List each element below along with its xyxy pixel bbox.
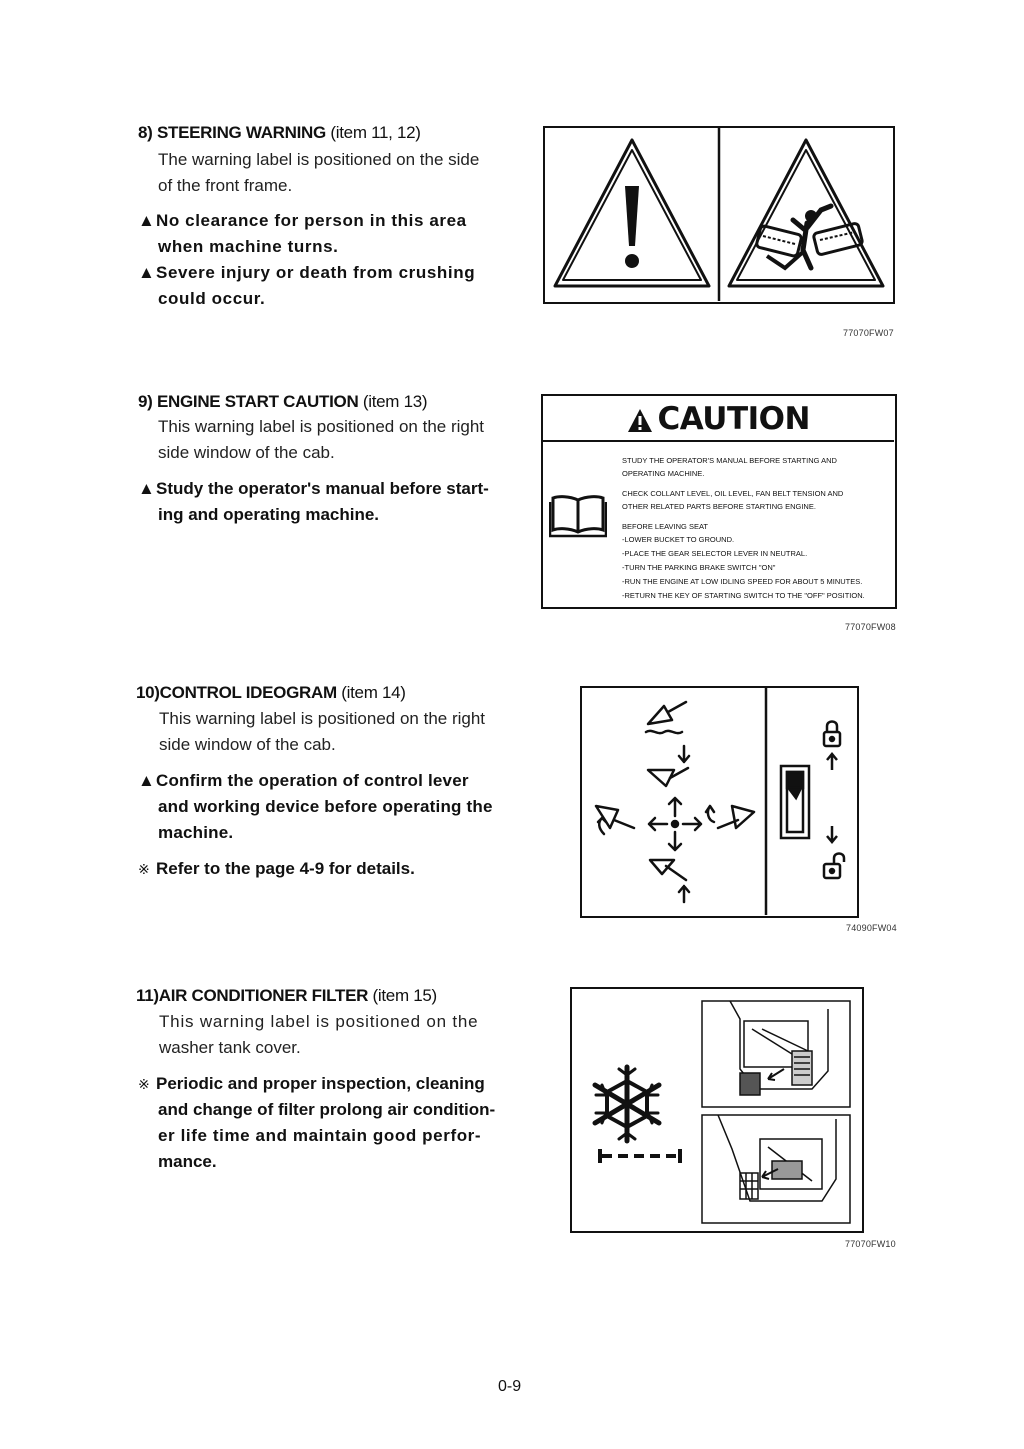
air-conditioner-filter-label [570,987,864,1233]
caution-line: STUDY THE OPERATOR'S MANUAL BEFORE STARTING AND [622,456,837,465]
warning-triangle-icon: ▲ [138,263,156,282]
control-ideogram-graphic [582,688,856,915]
note-line: Periodic and proper inspection, cleaning [156,1074,485,1093]
caution-line: -RETURN THE KEY OF STARTING SWITCH TO THE "OFF" POSITION. [622,591,865,600]
description-line: side window of the cab. [159,735,336,754]
warning-line: ing and operating machine. [158,505,380,524]
lock-open-icon [824,854,844,879]
filter-interval-icon [600,1149,680,1163]
arrow-right-icon [683,818,701,830]
arrow-down-icon [679,746,689,762]
caution-header [543,396,894,442]
figure-code: 77070FW07 [843,328,894,338]
joystick-center-icon [672,821,678,827]
exclamation-triangle-icon [555,140,709,286]
figure-code: 74090FW04 [846,923,897,933]
section-number: 11) [136,986,159,1005]
warning-line: and working device before operating the [158,797,493,816]
figure-code: 77070FW10 [845,1239,896,1249]
section-8-warning-2 [138,260,475,312]
arrow-down-icon [827,826,837,842]
warning-line: Severe injury or death from crushing [156,263,476,282]
section-title: ENGINE START CAUTION [156,392,359,411]
description-line: side window of the cab. [158,443,335,462]
description-line: This warning label is positioned on the right [158,417,485,436]
section-9-description [158,414,484,466]
section-11-heading [136,986,437,1006]
steering-warning-label [543,126,895,304]
control-ideogram-label [580,686,859,918]
section-9-warning-1 [138,476,489,528]
reference-mark-icon: ※ [138,1076,150,1092]
lever-lock-panel [781,722,844,879]
filter-location-illustration-bottom [702,1115,850,1223]
warning-line: Study the operator's manual before start- [156,479,489,498]
note-line: Refer to the page 4-9 for details. [156,859,415,878]
manual-book-icon [549,494,607,538]
description-line: This warning label is positioned on the right [159,709,486,728]
section-title: STEERING WARNING [156,123,326,142]
warning-triangle-icon: ▲ [138,771,156,790]
bucket-rollback-icon [596,806,634,834]
warning-line: No clearance for person in this area [156,211,467,230]
note-line: mance. [158,1152,217,1171]
description-line: washer tank cover. [159,1038,301,1057]
filter-location-illustration-top [702,1001,850,1107]
caution-line: BEFORE LEAVING SEAT [622,522,708,531]
crushing-hazard-triangle-icon [729,140,883,286]
warning-line: Confirm the operation of control lever [156,771,469,790]
item-reference: (item 14) [341,683,406,702]
arrow-up-icon [827,754,837,770]
section-11-description [159,1009,478,1061]
arrow-left-icon [649,818,667,830]
warning-triangle-icon: ▲ [138,211,156,230]
section-number: 8) [138,123,153,142]
bucket-dump-icon [706,806,754,828]
section-8-description [158,147,479,199]
caution-line: OTHER RELATED PARTS BEFORE STARTING ENGINE. [622,502,816,511]
bucket-raise-icon [650,860,686,880]
section-10-note [138,856,415,882]
section-10-warning-1 [138,768,493,846]
air-filter-graphic [572,989,861,1230]
section-8-heading [138,123,421,143]
warning-line: when machine turns. [158,237,339,256]
section-10-heading [136,683,406,703]
caution-header-text: CAUTION [657,401,810,437]
description-line: This warning label is positioned on the [159,1012,479,1031]
engine-start-caution-label [541,394,897,609]
bucket-lower-icon [648,768,688,786]
caution-line: -PLACE THE GEAR SELECTOR LEVER IN NEUTRAL. [622,549,808,558]
bucket-float-icon [646,702,686,733]
caution-line: OPERATING MACHINE. [622,469,705,478]
page-number: 0-9 [498,1378,522,1395]
caution-line: -LOWER BUCKET TO GROUND. [622,535,735,544]
caution-line: -RUN THE ENGINE AT LOW IDLING SPEED FOR ABOUT 5 MINUTES. [622,577,863,586]
warning-line: machine. [158,823,234,842]
description-line: of the front frame. [158,176,293,195]
caution-line: -TURN THE PARKING BRAKE SWITCH "ON" [622,563,776,572]
section-number: 10) [136,683,160,702]
steering-warning-graphic [545,128,892,301]
section-title: CONTROL IDEOGRAM [159,683,337,702]
figure-code: 77070FW08 [845,622,896,632]
section-9-heading [138,392,427,412]
section-title: AIR CONDITIONER FILTER [158,986,369,1005]
section-number: 9) [138,392,153,411]
section-10-description [159,706,485,758]
caution-text-block [622,454,865,603]
warning-triangle-icon: ▲ [138,479,155,498]
note-line: er life time and maintain good perfor- [158,1126,482,1145]
warning-triangle-icon [627,408,653,434]
section-8-warning-1 [138,208,467,260]
reference-mark-icon: ※ [138,861,150,877]
arrow-up-icon [679,886,689,902]
snowflake-icon [595,1067,659,1141]
arrow-up-icon [669,798,681,816]
arrow-down-icon [669,832,681,850]
item-reference: (item 15) [372,986,437,1005]
warning-line: could occur. [158,289,266,308]
item-reference: (item 11, 12) [330,123,421,142]
section-11-note [138,1071,495,1175]
description-line: The warning label is positioned on the side [158,150,480,169]
lock-closed-icon [824,722,840,747]
caution-line: CHECK COLLANT LEVEL, OIL LEVEL, FAN BELT TENSION AND [622,489,844,498]
note-line: and change of filter prolong air condition- [158,1100,496,1119]
item-reference: (item 13) [362,392,428,411]
